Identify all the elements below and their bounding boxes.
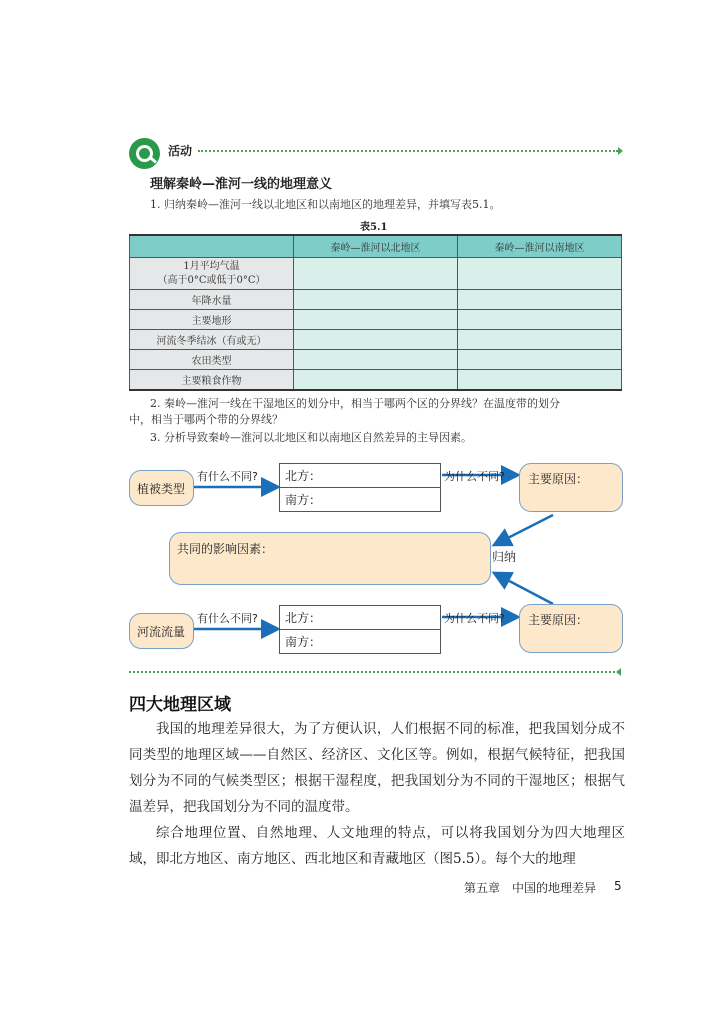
south-label: 南方： (285, 493, 322, 507)
arrow-summarize-top (496, 515, 553, 544)
arrow-summarize-bottom (496, 574, 553, 604)
main-reason-label: 主要原因： (528, 613, 589, 627)
question-2-line: 中，相当于哪两个带的分界线？ (129, 413, 283, 426)
north-label: 北方： (285, 611, 322, 625)
vegetation-type-box (129, 470, 194, 506)
question-3: 3. 分析导致秦岭—淮河以北地区和以南地区自然差异的主导因素。 (150, 431, 472, 444)
north-input-top[interactable] (279, 463, 441, 488)
ask-why-top: 为什么不同? (444, 470, 505, 483)
activity-label: 活动 (168, 144, 193, 158)
vegetation-type-label: 植被类型 (137, 482, 186, 496)
table-row-label: 主要地形 (130, 310, 294, 330)
activity-title: 理解秦岭—淮河一线的地理意义 (150, 177, 333, 192)
paragraph-1: 我国的地理差异很大，为了方便认识，人们根据不同的标准，把我国划分成不同类型的地理区域——自然区、经济区、文化区等。例如，根据气候特征，把我国划分为不同的气候类型区；根据干湿程度，把我国划分为不同的干湿地区；根据气温差异，把我国划分为不同的温度带。 (129, 721, 625, 815)
table-caption: 表5.1 (360, 222, 388, 233)
table-header-south: 秦岭—淮河以南地区 (458, 235, 622, 258)
table-row-label: 河流冬季结冰（有或无） (130, 330, 294, 350)
question-1: 1. 归纳秦岭—淮河一线以北地区和以南地区的地理差异，并填写表5.1。 (150, 198, 501, 211)
main-reason-label: 主要原因： (528, 472, 589, 486)
row-label-line: 1月平均气温 (183, 260, 240, 272)
question-2-line: 2. 秦岭—淮河一线在干湿地区的划分中，相当于哪两个区的分界线？在温度带的划分 (150, 397, 560, 410)
north-input-bottom[interactable] (279, 605, 441, 630)
paragraph-2: 综合地理位置、自然地理、人文地理的特点，可以将我国划分为四大地理区域，即北方地区、南方地区、西北地区和青藏地区（图5.5）。每个大的地理 (129, 825, 625, 867)
page-number: 5 (614, 879, 622, 893)
ask-why-bottom: 为什么不同? (444, 612, 505, 625)
table-row-label: 农田类型 (130, 350, 294, 370)
divider-arrow-icon (616, 668, 621, 676)
summarize-label: 归纳 (492, 550, 517, 564)
common-factors-label: 共同的影响因素： (177, 542, 274, 556)
south-label: 南方： (285, 635, 322, 649)
main-reason-box-top[interactable] (519, 463, 623, 512)
south-input-bottom[interactable] (279, 629, 441, 654)
section-title: 四大地理区域 (129, 695, 231, 715)
table-row-label: 主要粮食作物 (130, 370, 294, 390)
main-reason-box-bottom[interactable] (519, 604, 623, 653)
ask-difference-top: 有什么不同? (197, 470, 258, 483)
activity-bottom-divider (129, 671, 619, 673)
river-flow-label: 河流流量 (137, 625, 186, 639)
row-label-line: （高于0°C或低于0°C） (157, 274, 266, 286)
river-flow-box (129, 613, 194, 649)
chapter-footer: 第五章 中国的地理差异 (464, 881, 597, 895)
table-row-label: 年降水量 (130, 290, 294, 310)
ask-difference-bottom: 有什么不同? (197, 612, 258, 625)
common-factors-box[interactable] (169, 532, 491, 585)
north-label: 北方： (285, 469, 322, 483)
table-header-north: 秦岭—淮河以北地区 (294, 235, 458, 258)
south-input-top[interactable] (279, 487, 441, 512)
